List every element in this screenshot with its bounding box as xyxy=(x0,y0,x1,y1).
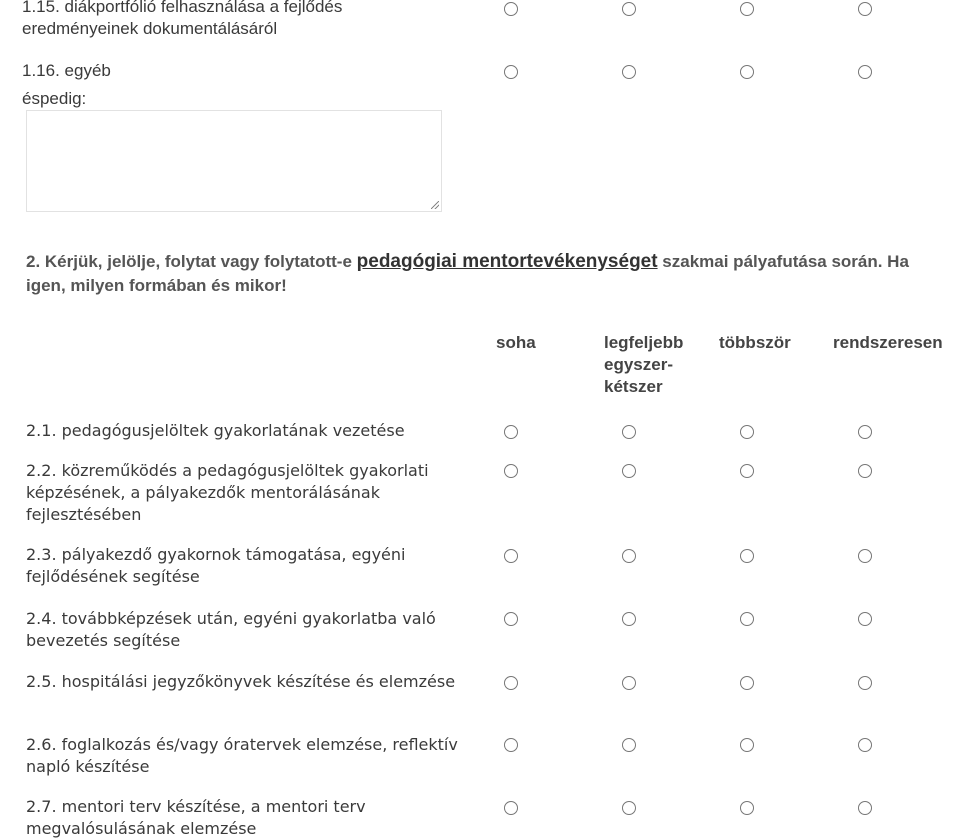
other-specify-textarea[interactable] xyxy=(26,110,442,212)
row-2-6-radio-tobbszor[interactable] xyxy=(740,738,754,752)
row-2-5-radio-egyszer[interactable] xyxy=(622,676,636,690)
row-2-1-radio-rendszeresen[interactable] xyxy=(858,425,872,439)
column-header-soha: soha xyxy=(496,333,536,352)
column-header-egyszer-ketszer: legfeljebb egyszer-kétszer xyxy=(604,333,684,396)
row-2-3-label: 2.3. pályakezdő gyakornok támogatása, egyéni fejlődésének segítése xyxy=(26,545,406,586)
row-2-4-radio-tobbszor[interactable] xyxy=(740,612,754,626)
row-2-2-radio-rendszeresen[interactable] xyxy=(858,464,872,478)
question-2-highlight: pedagógiai mentortevékenységet xyxy=(356,251,658,272)
question-2-text xyxy=(26,250,946,298)
row-2-7-radio-egyszer[interactable] xyxy=(622,801,636,815)
item-1-16-radio-soha[interactable] xyxy=(504,65,518,79)
row-2-3-radio-soha[interactable] xyxy=(504,549,518,563)
row-2-4-radio-rendszeresen[interactable] xyxy=(858,612,872,626)
column-header-rendszeresen: rendszeresen xyxy=(833,333,943,352)
row-2-4-radio-soha[interactable] xyxy=(504,612,518,626)
resize-handle-icon[interactable] xyxy=(431,201,439,209)
row-2-1-label: 2.1. pedagógusjelöltek gyakorlatának vezetése xyxy=(26,421,405,440)
column-header-tobbszor: többször xyxy=(719,333,791,352)
row-2-3-radio-rendszeresen[interactable] xyxy=(858,549,872,563)
row-2-6-radio-egyszer[interactable] xyxy=(622,738,636,752)
row-2-6-label: 2.6. foglalkozás és/vagy óratervek elemzése, reflektív napló készítése xyxy=(26,735,458,776)
item-1-15-radio-soha[interactable] xyxy=(504,2,518,16)
row-2-1-radio-tobbszor[interactable] xyxy=(740,425,754,439)
row-2-5-radio-soha[interactable] xyxy=(504,676,518,690)
row-2-7-radio-tobbszor[interactable] xyxy=(740,801,754,815)
item-1-15-label: 1.15. diákportfólió felhasználása a fejlődés eredményeinek dokumentálásáról xyxy=(22,0,343,38)
item-1-16-label: 1.16. egyéb xyxy=(22,61,111,80)
row-2-7-radio-soha[interactable] xyxy=(504,801,518,815)
item-1-16-radio-rendszeresen[interactable] xyxy=(858,65,872,79)
question-2-prefix: 2. Kérjük, jelölje, folytat vagy folytatott-e xyxy=(26,252,357,271)
row-2-2-radio-egyszer[interactable] xyxy=(622,464,636,478)
row-2-5-radio-tobbszor[interactable] xyxy=(740,676,754,690)
item-1-15-radio-egyszer[interactable] xyxy=(622,2,636,16)
row-2-2-radio-tobbszor[interactable] xyxy=(740,464,754,478)
row-2-7-radio-rendszeresen[interactable] xyxy=(858,801,872,815)
item-1-16-radio-egyszer[interactable] xyxy=(622,65,636,79)
row-2-3-radio-tobbszor[interactable] xyxy=(740,549,754,563)
row-2-7-label: 2.7. mentori terv készítése, a mentori terv megvalósulásának elemzése xyxy=(26,797,366,838)
row-2-2-label: 2.2. közreműködés a pedagógusjelöltek gyakorlati képzésének, a pályakezdők mentorálásának fejlesztésében xyxy=(26,461,429,524)
row-2-3-radio-egyszer[interactable] xyxy=(622,549,636,563)
row-2-6-radio-rendszeresen[interactable] xyxy=(858,738,872,752)
row-2-2-radio-soha[interactable] xyxy=(504,464,518,478)
item-1-16-radio-tobbszor[interactable] xyxy=(740,65,754,79)
row-2-1-radio-soha[interactable] xyxy=(504,425,518,439)
item-1-15-radio-rendszeresen[interactable] xyxy=(858,2,872,16)
row-2-4-label: 2.4. továbbképzések után, egyéni gyakorlatba való bevezetés segítése xyxy=(26,609,436,650)
item-1-15-radio-tobbszor[interactable] xyxy=(740,2,754,16)
row-2-4-radio-egyszer[interactable] xyxy=(622,612,636,626)
row-2-6-radio-soha[interactable] xyxy=(504,738,518,752)
row-2-5-radio-rendszeresen[interactable] xyxy=(858,676,872,690)
row-2-5-label: 2.5. hospitálási jegyzőkönyvek készítése és elemzése xyxy=(26,672,456,691)
other-specify-label: éspedig: xyxy=(22,89,87,108)
question-2-suffix: szakmai pályafutása során. Ha igen, milyen formában és mikor! xyxy=(26,252,909,295)
row-2-1-radio-egyszer[interactable] xyxy=(622,425,636,439)
